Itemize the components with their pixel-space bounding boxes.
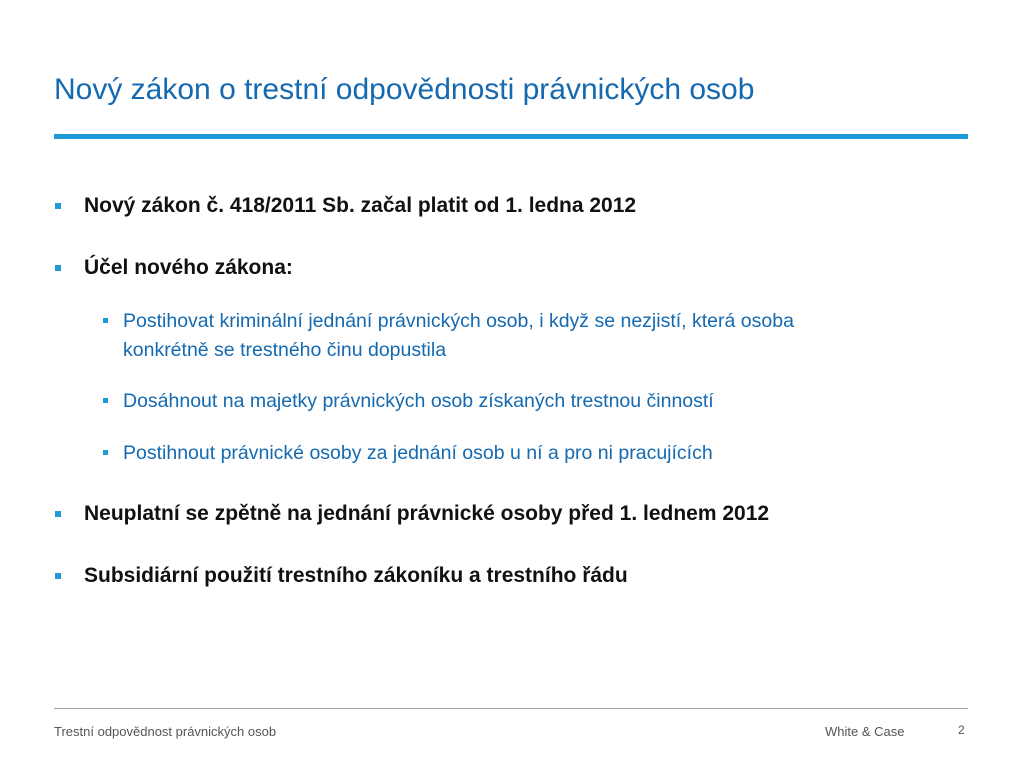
square-bullet-icon: [103, 318, 108, 323]
sub-bullet-text: Dosáhnout na majetky právnických osob získaných trestnou činností: [123, 390, 714, 412]
slide-title: Nový zákon o trestní odpovědnosti právnických osob: [54, 73, 755, 106]
footer-title: Trestní odpovědnost právnických osob: [54, 724, 277, 739]
sub-bullet-text-line2: konkrétně se trestného činu dopustila: [123, 339, 447, 361]
bullet-text: Subsidiární použití trestního zákoníku a trestního řádu: [84, 564, 628, 587]
bullet-text: Účel nového zákona:: [84, 256, 293, 279]
footer-brand: White & Case: [825, 724, 905, 739]
square-bullet-icon: [103, 450, 108, 455]
square-bullet-icon: [55, 573, 61, 579]
bullet-text: Nový zákon č. 418/2011 Sb. začal platit od 1. ledna 2012: [84, 194, 637, 217]
square-bullet-icon: [55, 203, 61, 209]
sub-bullet-text-line1: Postihovat kriminální jednání právnických osob, i když se nezjistí, která osoba: [123, 310, 794, 332]
square-bullet-icon: [55, 511, 61, 517]
bullet-text: Neuplatní se zpětně na jednání právnické osoby před 1. lednem 2012: [84, 502, 770, 525]
page-number: 2: [958, 723, 965, 737]
title-divider: [54, 134, 968, 139]
footer-divider: [54, 708, 968, 709]
sub-bullet-text: Postihnout právnické osoby za jednání osob u ní a pro ni pracujících: [123, 442, 713, 464]
square-bullet-icon: [103, 398, 108, 403]
square-bullet-icon: [55, 265, 61, 271]
